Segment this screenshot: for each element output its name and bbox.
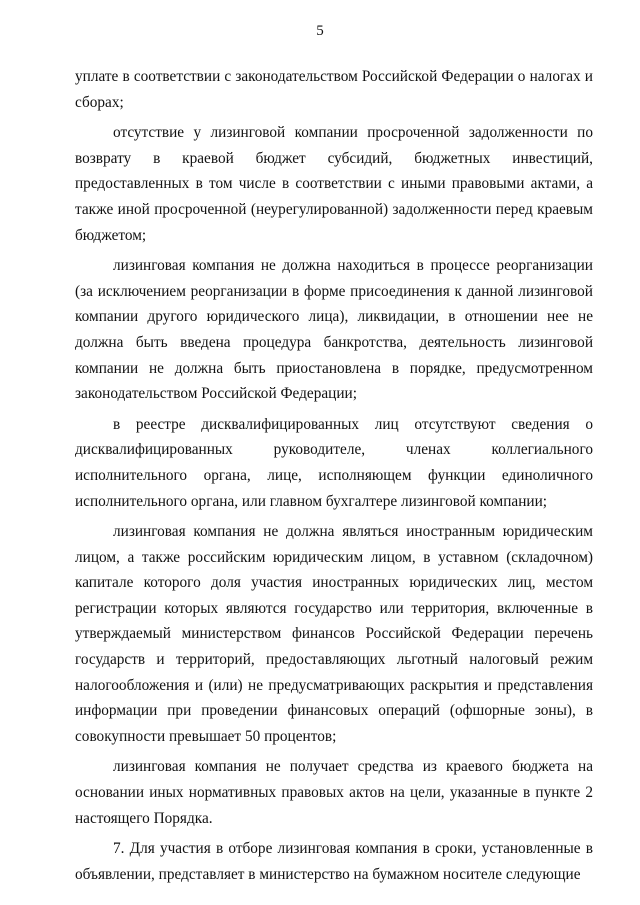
paragraph-no-reorganization: лизинговая компания не должна находиться в процессе реорганизации (за исключением реорганизации в форме присоединения к данной лизинговой компании другого юридического лица), ликвидации, в отношении нее не должна быть введена процедура банкротства, деятельность лизинговой компании не должна быть приостановлена в порядке, предусмотренном законодательством Российской Федерации; <box>75 257 593 403</box>
paragraph-item-7: 7. Для участия в отборе лизинговая компания в сроки, установленные в объявлении, представляет в министерство на бумажном носителе следующие <box>75 840 593 883</box>
paragraph-no-overdue-debt: отсутствие у лизинговой компании просроченной задолженности по возврату в краевой бюджет субсидий, бюджетных инвестиций, предоставленных в том числе в соответствии с иными правовыми актами, а также иной просроченной (неурегулированной) задолженности перед краевым бюджетом; <box>75 124 593 244</box>
paragraph-no-other-funds: лизинговая компания не получает средства из краевого бюджета на основании иных нормативных правовых актов на цели, указанные в пункте 2 настоящего Порядка. <box>75 758 593 827</box>
document-body <box>75 64 593 887</box>
paragraph-foreign-entity: лизинговая компания не должна являться иностранным юридическим лицом, а также российским юридическим лицом, в уставном (складочном) капитале которого доля участия иностранных юридических лиц, местом регистрации которых являются государство или территория, включенные в утверждаемый министерством финансов Российской Федерации перечень государств и территорий, предоставляющих льготный налоговый режим налогообложения и (или) не предусматривающих раскрытия и представления информации при проведении финансовых операций (офшорные зоны), в совокупности превышает 50 процентов; <box>75 523 593 745</box>
page-number: 5 <box>316 23 324 39</box>
paragraph-tax-continuation: уплате в соответствии с законодательством Российской Федерации о налогах и сборах; <box>75 68 593 111</box>
paragraph-disqualified-persons: в реестре дисквалифицированных лиц отсутствуют сведения о дисквалифицированных руководителе, членах коллегиального исполнительного органа, лице, исполняющем функции единоличного исполнительного органа, или главном бухгалтере лизинговой компании; <box>75 415 593 510</box>
